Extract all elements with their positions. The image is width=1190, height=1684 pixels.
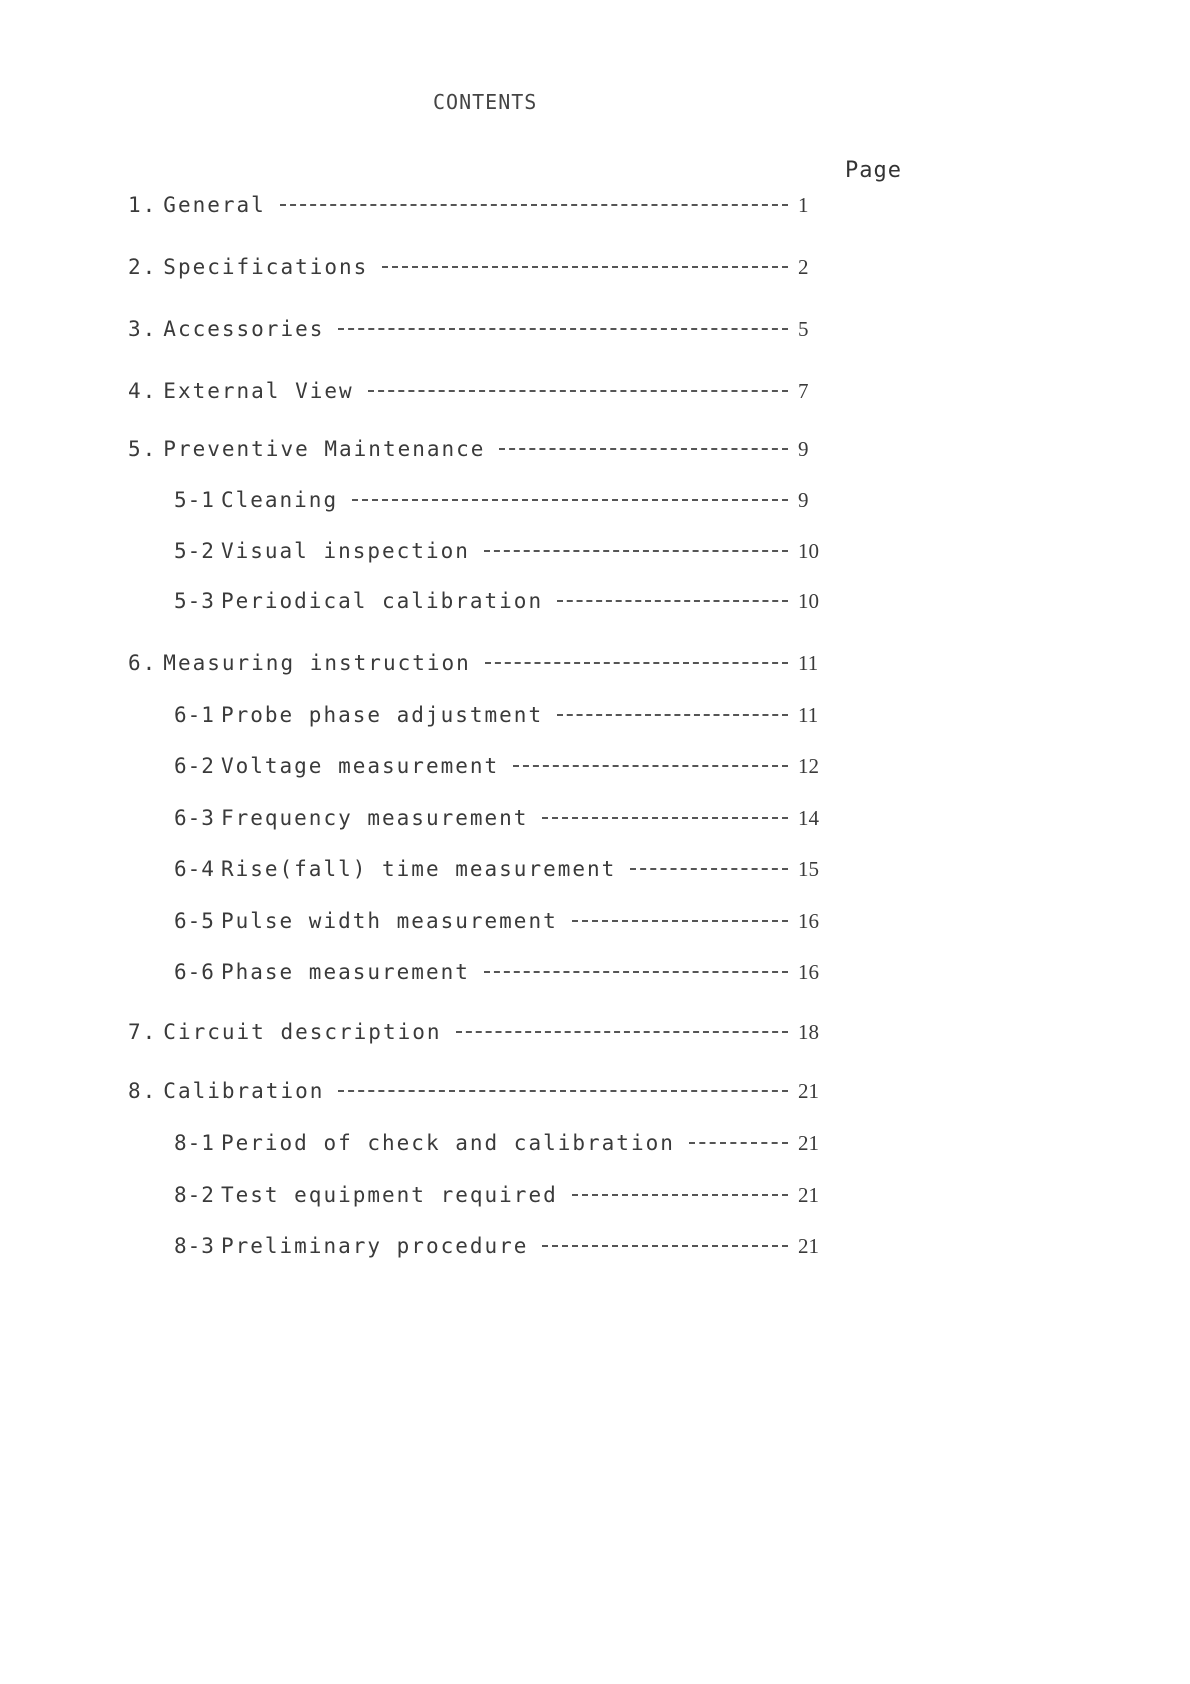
toc-entry-number: 6-6 (174, 960, 215, 984)
toc-entry-number: 6-5 (174, 909, 215, 933)
toc-entry-title: Period of check and calibration (220, 1131, 675, 1155)
toc-entry-page: 12 (798, 754, 819, 778)
toc-entry-number: 3. (128, 317, 158, 341)
toc-entry-page: 9 (798, 488, 809, 512)
toc-entry-number: 2. (128, 255, 158, 279)
dot-leader (368, 390, 788, 392)
toc-entry-page: 21 (798, 1079, 819, 1103)
toc-entry-number: 8. (128, 1079, 158, 1103)
toc-entry-number: 5-2 (174, 539, 215, 563)
dot-leader (499, 448, 788, 450)
toc-entry-page: 2 (798, 255, 809, 279)
toc-entry-title: Phase measurement (220, 960, 470, 984)
dot-leader (557, 714, 788, 716)
dot-leader (280, 204, 788, 206)
toc-entry-number: 6. (128, 651, 158, 675)
dot-leader (572, 1194, 788, 1196)
dot-leader (338, 1090, 788, 1092)
toc-entry-number: 8-3 (174, 1234, 215, 1258)
toc-subentry (174, 539, 838, 571)
dot-leader (338, 328, 788, 330)
toc-entry-title: Frequency measurement (220, 806, 529, 830)
toc-entry-page: 1 (798, 193, 809, 217)
dot-leader (689, 1142, 788, 1144)
dot-leader (382, 266, 788, 268)
page-column-header: Page (845, 158, 902, 183)
toc-entry-title: Specifications (163, 255, 369, 279)
toc-subentry (174, 806, 838, 838)
toc-subentry (174, 1234, 838, 1266)
dot-leader (630, 868, 788, 870)
toc-subentry (174, 857, 838, 889)
toc-entry-number: 5-3 (174, 589, 215, 613)
toc-subentry (174, 960, 838, 992)
toc-entry-title: General (163, 193, 266, 217)
toc-entry-number: 7. (128, 1020, 158, 1044)
toc-subentry (174, 1131, 838, 1163)
toc-entry-title: Calibration (163, 1079, 325, 1103)
toc-entry-title: Periodical calibration (220, 589, 544, 613)
toc-entry (128, 651, 838, 683)
toc-entry-title: Probe phase adjustment (220, 703, 544, 727)
toc-entry-title: Measuring instruction (163, 651, 471, 675)
toc-entry-page: 18 (798, 1020, 819, 1044)
toc-entry-number: 6-2 (174, 754, 215, 778)
toc-entry-title: Accessories (163, 317, 325, 341)
toc-entry (128, 1079, 838, 1111)
toc-entry-title: Pulse width measurement (220, 909, 558, 933)
toc-entry-title: Voltage measurement (220, 754, 500, 778)
toc-entry-title: Preliminary procedure (220, 1234, 529, 1258)
toc-entry-title: Test equipment required (220, 1183, 558, 1207)
toc-entry-page: 21 (798, 1183, 819, 1207)
toc-entry-page: 11 (798, 703, 819, 727)
toc-subentry (174, 909, 838, 941)
toc-entry-number: 5. (128, 437, 158, 461)
toc-entry-number: 5-1 (174, 488, 215, 512)
toc-subentry (174, 754, 838, 786)
toc-entry-title: Cleaning (220, 488, 339, 512)
toc-entry-number: 1. (128, 193, 158, 217)
toc-subentry (174, 488, 838, 520)
dot-leader (542, 817, 788, 819)
toc-entry (128, 193, 838, 225)
dot-leader (484, 971, 788, 973)
toc-entry-title: Visual inspection (220, 539, 470, 563)
toc-entry-number: 6-3 (174, 806, 215, 830)
toc-subentry (174, 1183, 838, 1215)
toc-entry (128, 1020, 838, 1052)
toc-entry-page: 7 (798, 379, 809, 403)
toc-entry-title: Preventive Maintenance (163, 437, 486, 461)
toc-entry-number: 4. (128, 379, 158, 403)
toc-entry-page: 21 (798, 1234, 819, 1258)
toc-entry-title: External View (163, 379, 354, 403)
toc-entry-number: 6-4 (174, 857, 215, 881)
toc-subentry (174, 703, 838, 735)
toc-entry-page: 10 (798, 539, 819, 563)
toc-entry (128, 437, 838, 469)
toc-entry-page: 16 (798, 960, 819, 984)
toc-subentry (174, 589, 838, 621)
toc-entry-number: 8-2 (174, 1183, 215, 1207)
toc-entry-page: 21 (798, 1131, 819, 1155)
toc-entry-page: 14 (798, 806, 819, 830)
dot-leader (557, 600, 788, 602)
toc-entry-title: Circuit description (163, 1020, 442, 1044)
toc-entry-title: Rise(fall) time measurement (220, 857, 617, 881)
dot-leader (513, 765, 788, 767)
toc-entry-page: 15 (798, 857, 819, 881)
toc-entry (128, 255, 838, 287)
toc-entry-page: 5 (798, 317, 809, 341)
toc-entry-page: 16 (798, 909, 819, 933)
toc-entry-number: 8-1 (174, 1131, 215, 1155)
toc-entry-page: 9 (798, 437, 809, 461)
dot-leader (485, 662, 788, 664)
toc-entry-page: 11 (798, 651, 819, 675)
toc-entry-number: 6-1 (174, 703, 215, 727)
toc-entry-page: 10 (798, 589, 819, 613)
dot-leader (542, 1245, 788, 1247)
dot-leader (572, 920, 788, 922)
dot-leader (484, 550, 788, 552)
dot-leader (352, 499, 788, 501)
dot-leader (456, 1031, 788, 1033)
toc-entry (128, 317, 838, 349)
page-title: CONTENTS (433, 90, 538, 114)
toc-entry (128, 379, 838, 411)
